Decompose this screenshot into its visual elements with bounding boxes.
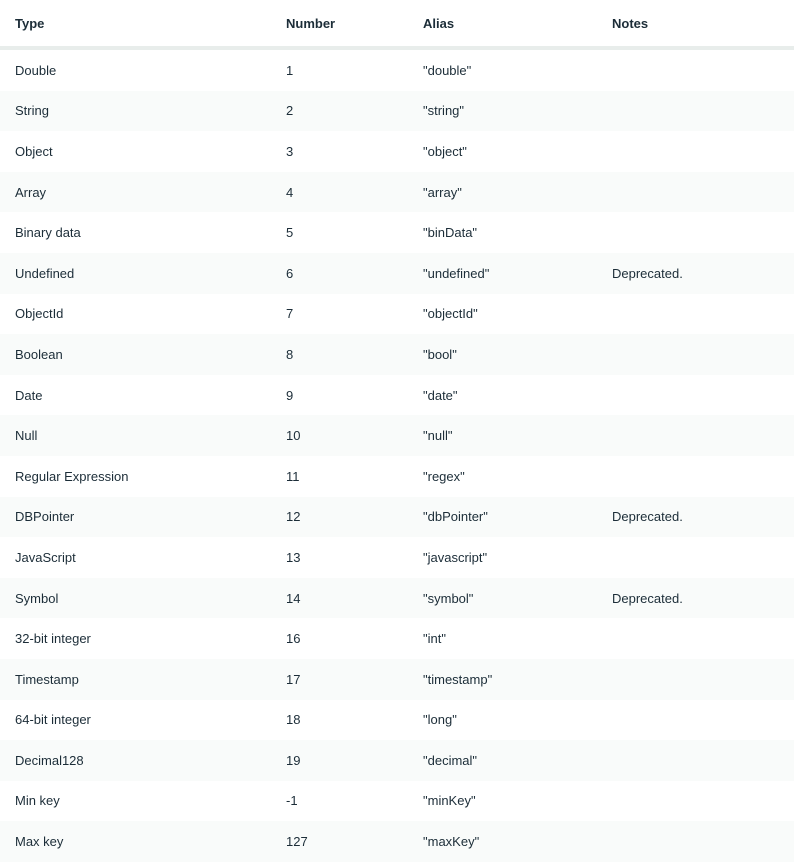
table-row	[0, 497, 794, 538]
cell-alias: "object"	[423, 143, 467, 159]
cell-type: Decimal128	[0, 740, 278, 781]
table-row	[0, 212, 794, 253]
cell-alias: "timestamp"	[415, 659, 604, 700]
cell-alias: "dbPointer"	[415, 497, 604, 538]
cell-alias: "bool"	[415, 334, 604, 375]
cell-alias: "double"	[423, 62, 472, 78]
cell-notes	[604, 659, 794, 700]
cell-notes	[604, 294, 794, 335]
table-row	[0, 578, 794, 619]
cell-alias: "binData"	[423, 225, 478, 241]
cell-number: 7	[286, 306, 294, 322]
table-body	[0, 48, 794, 862]
cell-number: 19	[278, 740, 415, 781]
cell-notes	[604, 740, 794, 781]
cell-number: 16	[286, 631, 301, 647]
cell-number: 17	[278, 659, 415, 700]
cell-number: 6	[278, 253, 415, 294]
table-row	[0, 48, 794, 91]
cell-notes	[604, 172, 794, 213]
cell-number: 3	[286, 143, 294, 159]
table-row	[0, 700, 794, 741]
cell-number: 127	[278, 821, 415, 862]
cell-type: Min key	[15, 793, 60, 809]
cell-type: Undefined	[0, 253, 278, 294]
cell-notes	[604, 91, 794, 132]
cell-type: Binary data	[15, 225, 81, 241]
cell-notes: Deprecated.	[604, 578, 794, 619]
cell-alias: "date"	[423, 387, 458, 403]
table-row	[0, 537, 794, 578]
cell-type: ObjectId	[15, 306, 64, 322]
cell-notes: Deprecated.	[604, 253, 794, 294]
cell-notes	[604, 48, 794, 91]
cell-notes	[604, 375, 794, 416]
cell-alias: "string"	[415, 91, 604, 132]
cell-type: Regular Expression	[15, 468, 129, 484]
cell-number: 8	[278, 334, 415, 375]
cell-notes	[604, 618, 794, 659]
table-row	[0, 253, 794, 294]
cell-alias: "symbol"	[415, 578, 604, 619]
table-row	[0, 618, 794, 659]
cell-number: 4	[278, 172, 415, 213]
cell-number: -1	[286, 793, 298, 809]
cell-type: 64-bit integer	[15, 712, 91, 728]
cell-alias: "regex"	[423, 468, 465, 484]
table-row	[0, 131, 794, 172]
table-row	[0, 294, 794, 335]
cell-notes	[604, 212, 794, 253]
cell-alias: "int"	[423, 631, 446, 647]
cell-alias: "maxKey"	[415, 821, 604, 862]
cell-type: Boolean	[0, 334, 278, 375]
cell-type: Double	[15, 62, 57, 78]
cell-number: 9	[286, 387, 294, 403]
cell-number: 11	[286, 468, 300, 484]
cell-type: Date	[15, 387, 43, 403]
table-row	[0, 659, 794, 700]
cell-alias: "null"	[415, 415, 604, 456]
header-number: Number	[278, 0, 415, 48]
cell-type: String	[0, 91, 278, 132]
cell-type: Timestamp	[0, 659, 278, 700]
cell-alias: "javascript"	[423, 549, 488, 565]
cell-type: DBPointer	[0, 497, 278, 538]
header-type: Type	[0, 0, 278, 48]
cell-notes	[604, 334, 794, 375]
cell-number: 13	[286, 549, 301, 565]
cell-alias: "array"	[415, 172, 604, 213]
cell-notes	[604, 456, 794, 497]
table-row	[0, 740, 794, 781]
cell-alias: "objectId"	[423, 306, 478, 322]
table-row	[0, 91, 794, 132]
cell-alias: "decimal"	[415, 740, 604, 781]
table-row	[0, 375, 794, 416]
cell-type: Array	[0, 172, 278, 213]
cell-number: 14	[278, 578, 415, 619]
cell-number: 10	[278, 415, 415, 456]
cell-number: 5	[286, 225, 294, 241]
cell-number: 1	[286, 62, 294, 78]
cell-type: Max key	[0, 821, 278, 862]
cell-number: 2	[278, 91, 415, 132]
table-row	[0, 172, 794, 213]
cell-number: 18	[286, 712, 301, 728]
cell-alias: "minKey"	[423, 793, 476, 809]
cell-type: JavaScript	[15, 549, 76, 565]
table-row	[0, 415, 794, 456]
header-row	[0, 0, 794, 48]
cell-notes	[604, 415, 794, 456]
header-notes: Notes	[604, 0, 794, 48]
cell-notes: Deprecated.	[604, 497, 794, 538]
header-alias: Alias	[415, 0, 604, 48]
table-row	[0, 821, 794, 862]
cell-notes	[604, 700, 794, 741]
table-row	[0, 781, 794, 822]
cell-alias: "long"	[423, 712, 457, 728]
cell-notes	[604, 781, 794, 822]
cell-notes	[604, 131, 794, 172]
table-header	[0, 0, 794, 48]
cell-number: 12	[278, 497, 415, 538]
table-row	[0, 456, 794, 497]
cell-type: 32-bit integer	[15, 631, 91, 647]
cell-notes	[604, 821, 794, 862]
cell-type: Null	[0, 415, 278, 456]
cell-type: Symbol	[0, 578, 278, 619]
cell-alias: "undefined"	[415, 253, 604, 294]
cell-type: Object	[15, 143, 53, 159]
table-row	[0, 334, 794, 375]
cell-notes	[604, 537, 794, 578]
